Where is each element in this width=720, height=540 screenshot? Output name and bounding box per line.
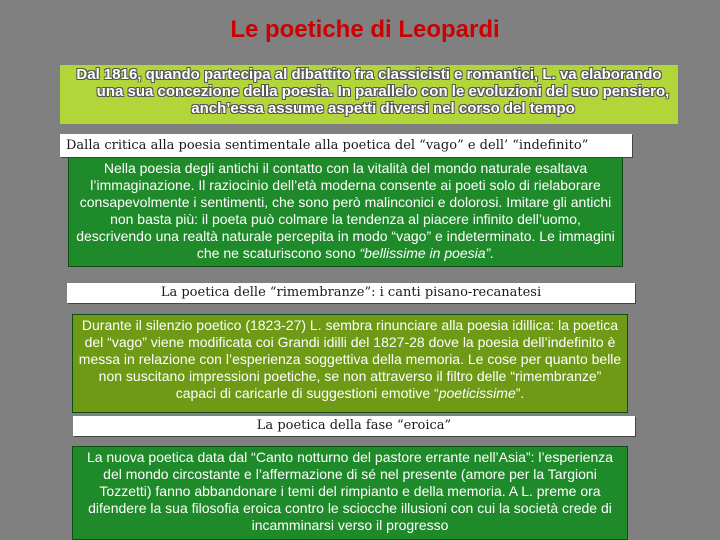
intro-text: Dal 1816, quando partecipa al dibattito fra classicisti e romantici, L. va elaborando una sua concezione della poesia. In parallelo con le evoluzioni del suo pensiero, anch’essa assume aspetti diversi nel corso del tempo bbox=[76, 66, 670, 117]
section-2-heading: La poetica delle “rimembranze”: i canti pisano-recanatesi bbox=[67, 283, 635, 303]
section-2-body-emphasis: poeticissime bbox=[438, 385, 516, 401]
section-2-body-text: Durante il silenzio poetico (1823-27) L. sembra rinunciare alla poesia idillica: la poetica del “vago” viene modificata coi Grandi idilli del 1827-28 dove la poesia dell’indefinito è messa in relazione con l’esperienza soggettiva della memoria. Le cose per quanto belle non suscitano impressioni poetiche, se non attraverso il filtro delle “rimembranze” capaci di caricarle di suggestioni emotive “ bbox=[78, 317, 622, 401]
section-2-body-end: ”. bbox=[515, 385, 525, 401]
section-1-body-box bbox=[68, 157, 623, 267]
section-1-heading: Dalla critica alla poesia sentimentale alla poetica del “vago” e dell’ “indefinito” bbox=[60, 134, 632, 157]
section-3-body: La nuova poetica data dal “Canto notturno del pastore errante nell’Asia”: l’esperienza del mondo circostante e l’affermazione di sé nel presente (amore per la Targioni Tozzetti) fanno abbandonare i temi del rimpianto e della memoria. A L. preme ora difendere la sua filosofia eroica contro le sciocche illusioni con cui la società crede di incamminarsi verso il progresso bbox=[86, 449, 614, 533]
section-1-body-text: Nella poesia degli antichi il contatto con la vitalità del mondo naturale esaltava l’immaginazione. Il raziocinio dell’età moderna consente ai poeti solo di rielaborare consapevolmente i sentimenti, che sono però malinconici e dolorosi. Imitare gli antichi non basta più: il poeta può colmare la tendenza al piacere infinito dell’uomo, descrivendo una realtà naturale percepita in modo “vago” e indeterminato. Le immagini che ne scaturiscono sono bbox=[76, 160, 615, 261]
section-1-body-emphasis: “bellissime in poesia”. bbox=[359, 245, 495, 261]
section-3-heading: La poetica della fase “eroica” bbox=[73, 416, 635, 436]
section-1-body bbox=[73, 160, 618, 262]
intro-box bbox=[60, 65, 678, 124]
section-2-body-box bbox=[72, 314, 628, 413]
section-2-body bbox=[77, 317, 623, 402]
section-3-body-box bbox=[72, 446, 628, 540]
slide-title: Le poetiche di Leopardi bbox=[230, 16, 500, 43]
